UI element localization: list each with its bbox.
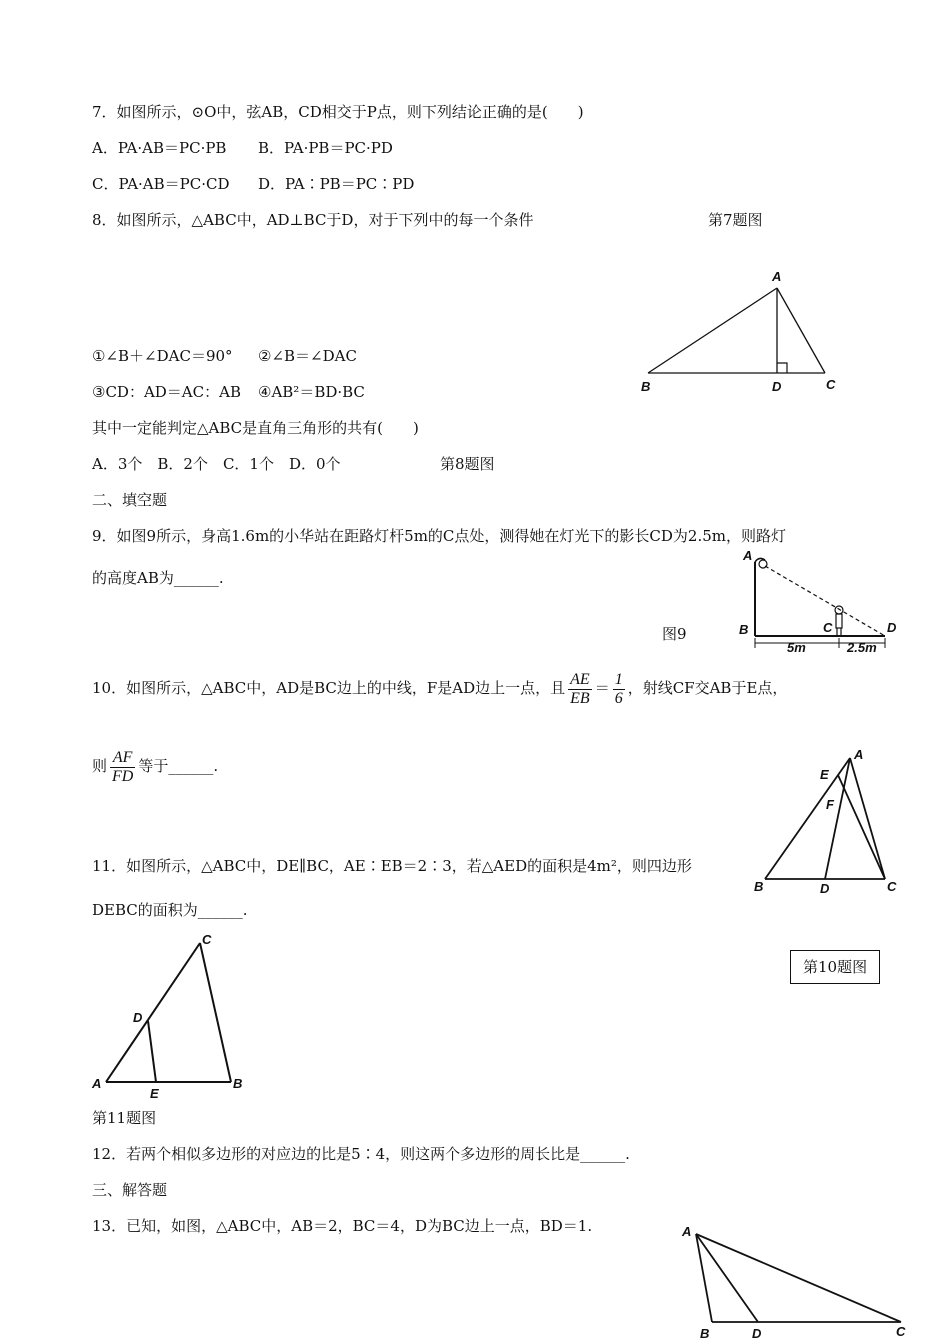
q10-figure-label: 第10题图 xyxy=(790,950,880,984)
q10-label-a: A xyxy=(854,747,864,762)
q9-stem: 9．如图9所示，身高1.6m的小华站在距路灯杆5m的C点处，测得她在灯光下的影长CD为2.5m，则路灯 xyxy=(92,527,786,545)
q11-label-d: D xyxy=(133,1010,143,1025)
q8-label-b: B xyxy=(641,379,651,394)
q7-option-b: B．PA·PB＝PC·PD xyxy=(258,139,393,157)
q9-dist-5m: 5m xyxy=(787,640,806,655)
q11-label-b: B xyxy=(233,1076,243,1091)
q9-label-a: A xyxy=(743,548,753,563)
section-2-heading: 二、填空题 xyxy=(92,491,168,509)
q7-option-a: A．PA·AB＝PC·PB xyxy=(92,139,227,157)
q10-label-c: C xyxy=(887,879,897,894)
q10-frac-num: AE xyxy=(570,670,590,688)
q8-condition-4: ④AB²＝BD·BC xyxy=(258,383,365,401)
q10-val-den: 6 xyxy=(614,689,623,707)
q10-line-2 xyxy=(92,746,218,786)
q10-stem-b: ，射线CF交AB于E点， xyxy=(627,679,788,697)
q13-label-d: D xyxy=(752,1326,762,1341)
q10-stem-a: 10．如图所示，△ABC中，AD是BC边上的中线，F是AD边上一点，且 xyxy=(92,679,566,697)
q13-stem: 13．已知，如图，△ABC中，AB＝2，BC＝4，D为BC边上一点，BD＝1. xyxy=(92,1217,593,1235)
q8-label-c: C xyxy=(826,377,836,392)
q8-stem: 8．如图所示，△ABC中，AD⊥BC于D，对于下列中的每一个条件 xyxy=(92,211,534,229)
q10-equals: ＝ xyxy=(594,679,610,697)
q7-stem: 7．如图所示，⊙O中，弦AB，CD相交于P点，则下列结论正确的是( ) xyxy=(92,103,584,121)
q7-option-c: C．PA·AB＝PC·CD xyxy=(92,175,230,193)
q11-stem: 11．如图所示，△ABC中，DE∥BC，AE∶EB＝2∶3，若△AED的面积是4m²，则四边形 xyxy=(92,857,692,875)
q12-stem: 12．若两个相似多边形的对应边的比是5∶4，则这两个多边形的周长比是______. xyxy=(92,1145,630,1163)
q11-figure-label: 第11题图 xyxy=(92,1109,157,1127)
q8-options: A．3个 B．2个 C．1个 D．0个 xyxy=(92,455,341,473)
q11-figure xyxy=(88,928,263,1103)
q8-question: 其中一定能判定△ABC是直角三角形的共有( ) xyxy=(92,419,419,437)
q7-figure-label: 第7题图 xyxy=(708,211,763,229)
q10-frac2-num: AF xyxy=(110,749,135,768)
q13-figure xyxy=(676,1222,916,1342)
section-3-heading: 三、解答题 xyxy=(92,1181,168,1199)
q8-figure-label: 第8题图 xyxy=(440,455,495,473)
q9-figure xyxy=(735,548,905,658)
q10-label-d: D xyxy=(820,881,830,896)
q10-fraction-value xyxy=(613,671,625,708)
q10-val-num: 1 xyxy=(614,670,623,688)
q10-label-f: F xyxy=(826,797,834,812)
q9-label-c: C xyxy=(823,620,833,635)
q10-figure xyxy=(750,745,910,900)
q8-condition-3: ③CD：AD＝AC：AB xyxy=(92,383,241,401)
q10-frac2-den: FD xyxy=(112,767,134,785)
q9-dist-2-5m: 2.5m xyxy=(847,640,877,655)
q9-label-d: D xyxy=(887,620,897,635)
q9-stem-2: 的高度AB为______. xyxy=(92,569,224,587)
q8-figure xyxy=(630,265,850,400)
q13-label-b: B xyxy=(700,1326,710,1341)
q11-stem-2: DEBC的面积为______. xyxy=(92,901,248,919)
q9-label-b: B xyxy=(739,622,749,637)
q11-label-e: E xyxy=(150,1086,159,1101)
q13-label-c: C xyxy=(896,1324,906,1339)
q8-label-a: A xyxy=(772,269,782,284)
q7-option-d: D．PA∶PB＝PC∶PD xyxy=(258,175,415,193)
q11-label-a: A xyxy=(92,1076,102,1091)
q8-condition-1: ①∠B＋∠DAC＝90° xyxy=(92,347,233,365)
q8-condition-2: ②∠B＝∠DAC xyxy=(258,347,357,365)
q10-label-e: E xyxy=(820,767,829,782)
q8-label-d: D xyxy=(772,379,782,394)
q10-fraction-af-fd xyxy=(110,749,135,786)
q10-stem xyxy=(92,668,787,708)
q10-line2-b: 等于______. xyxy=(138,757,219,775)
q10-fraction-ae-eb xyxy=(568,671,592,708)
q10-label-b: B xyxy=(754,879,764,894)
q10-frac-den: EB xyxy=(570,689,590,707)
q11-label-c: C xyxy=(202,932,212,947)
q13-label-a: A xyxy=(682,1224,692,1239)
q9-figure-label: 图9 xyxy=(662,625,687,643)
q10-line2-a: 则 xyxy=(92,757,108,775)
